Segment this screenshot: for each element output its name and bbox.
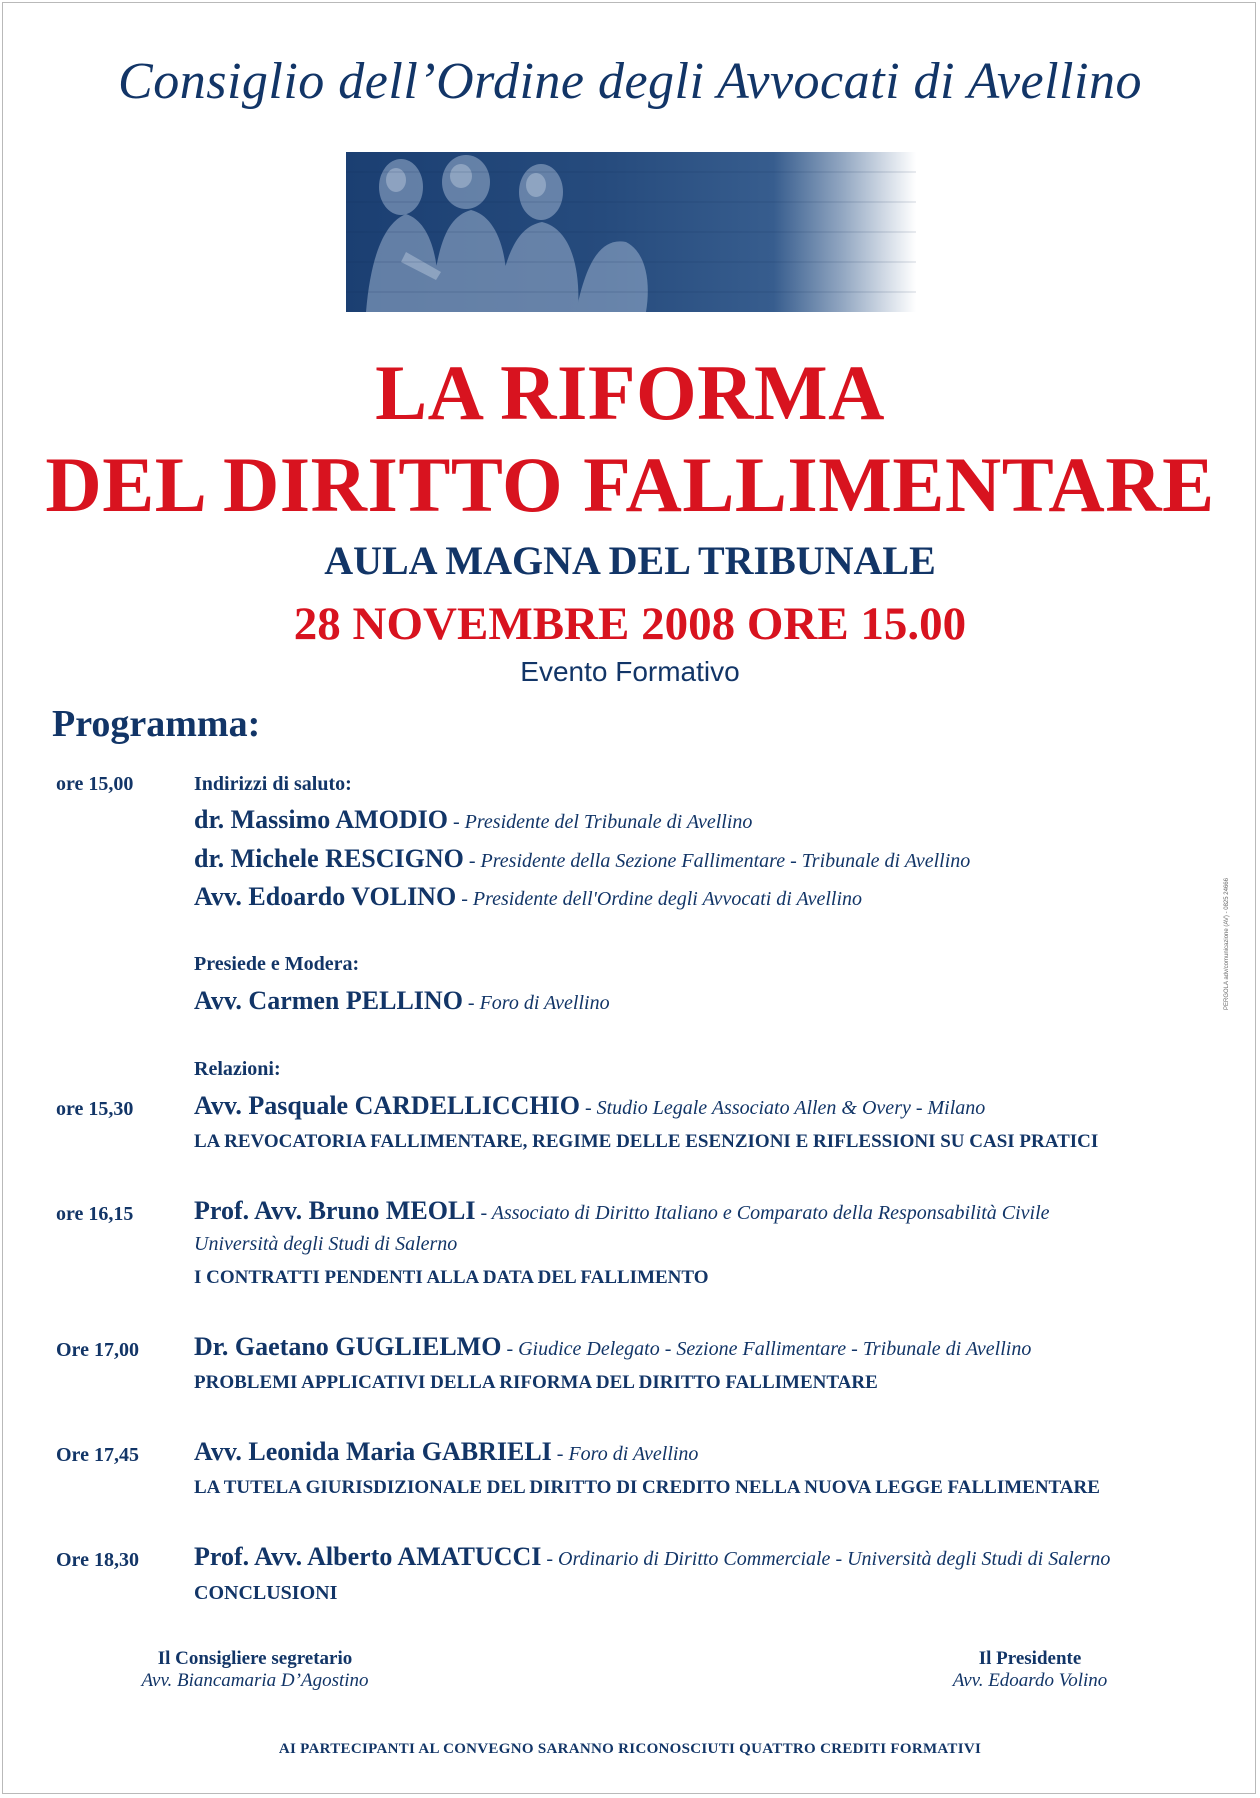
talk-time: ore 16,15 bbox=[56, 1203, 134, 1225]
talk-speaker-row bbox=[194, 1091, 985, 1121]
greetings-label: Indirizzi di saluto: bbox=[194, 773, 352, 795]
talk-speaker-row bbox=[194, 1542, 1110, 1572]
program-heading: Programma: bbox=[52, 703, 261, 745]
talk-topic: LA REVOCATORIA FALLIMENTARE, REGIME DELLE ESENZIONI E RIFLESSIONI SU CASI PRATICI bbox=[194, 1131, 1099, 1152]
speaker-role: - Presidente della Sezione Fallimentare - Tribunale di Avellino bbox=[463, 850, 971, 872]
talk-time: ore 15,30 bbox=[56, 1098, 134, 1120]
speaker-role: - Foro di Avellino bbox=[551, 1443, 699, 1465]
speaker-role: - Giudice Delegato - Sezione Fallimentare - Tribunale di Avellino bbox=[501, 1338, 1032, 1360]
greeting-speaker-row bbox=[194, 805, 752, 835]
speaker-role: - Studio Legale Associato Allen & Overy - Milano bbox=[579, 1097, 986, 1119]
talk-speaker-row bbox=[194, 1437, 698, 1467]
speaker-name: dr. Michele RESCIGNO bbox=[194, 844, 464, 873]
signature-secretary bbox=[110, 1648, 400, 1692]
greetings-time: ore 15,00 bbox=[56, 773, 134, 795]
event-date: 28 NOVEMBRE 2008 ORE 15.00 bbox=[293, 598, 967, 650]
talk-speaker-row bbox=[194, 1196, 1050, 1226]
speaker-role: - Presidente del Tribunale di Avellino bbox=[448, 811, 753, 833]
speaker-role: - Presidente dell'Ordine degli Avvocati di Avellino bbox=[456, 888, 863, 910]
speaker-name: Avv. Leonida Maria GABRIELI bbox=[194, 1437, 552, 1466]
speaker-name: Prof. Avv. Bruno MEOLI bbox=[194, 1196, 476, 1225]
speaker-name: Avv. Pasquale CARDELLICCHIO bbox=[194, 1091, 580, 1120]
speaker-name: Prof. Avv. Alberto AMATUCCI bbox=[194, 1542, 542, 1571]
main-title-line-2: DEL DIRITTO FALLIMENTARE bbox=[45, 441, 1215, 528]
banner-relief-image bbox=[346, 152, 916, 312]
talks-label: Relazioni: bbox=[194, 1058, 281, 1080]
speaker-name: Avv. Edoardo VOLINO bbox=[194, 882, 457, 911]
moderator-row bbox=[194, 986, 610, 1016]
print-credit: PERGOLA adv/comunicazione (AV) - 0825 24666 bbox=[1224, 878, 1230, 1010]
signature-title: Il Consigliere segretario bbox=[157, 1648, 353, 1669]
signature-president bbox=[900, 1648, 1160, 1692]
signature-name: Avv. Biancamaria D’Agostino bbox=[141, 1670, 369, 1691]
speaker-name: Avv. Carmen PELLINO bbox=[194, 986, 463, 1015]
speaker-role: - Ordinario di Diritto Commerciale - Università degli Studi di Salerno bbox=[541, 1548, 1111, 1570]
talk-speaker-row bbox=[194, 1332, 1031, 1362]
talk-topic: LA TUTELA GIURISDIZIONALE DEL DIRITTO DI CREDITO NELLA NUOVA LEGGE FALLIMENTARE bbox=[194, 1477, 1100, 1498]
speaker-name: Dr. Gaetano GUGLIELMO bbox=[194, 1332, 502, 1361]
talk-topic: CONCLUSIONI bbox=[194, 1582, 338, 1604]
talk-topic: I CONTRATTI PENDENTI ALLA DATA DEL FALLIMENTO bbox=[194, 1267, 709, 1288]
moderator-label: Presiede e Modera: bbox=[194, 953, 360, 975]
signature-name: Avv. Edoardo Volino bbox=[952, 1670, 1108, 1691]
banner-relief-figures bbox=[346, 152, 916, 312]
talk-time: Ore 17,45 bbox=[56, 1444, 139, 1466]
speaker-role: - Associato di Diritto Italiano e Comparato della Responsabilità Civile bbox=[475, 1202, 1050, 1224]
greeting-speaker-row bbox=[194, 844, 970, 874]
talk-time: Ore 17,00 bbox=[56, 1339, 139, 1361]
credits-note: AI PARTECIPANTI AL CONVEGNO SARANNO RICONOSCIUTI QUATTRO CREDITI FORMATIVI bbox=[278, 1741, 982, 1757]
talk-topic: PROBLEMI APPLICATIVI DELLA RIFORMA DEL DIRITTO FALLIMENTARE bbox=[194, 1372, 878, 1393]
speaker-role: - Foro di Avellino bbox=[462, 992, 610, 1014]
event-type: Evento Formativo bbox=[520, 656, 740, 687]
speaker-name: dr. Massimo AMODIO bbox=[194, 805, 448, 834]
signature-title: Il Presidente bbox=[978, 1648, 1082, 1669]
venue: AULA MAGNA DEL TRIBUNALE bbox=[324, 538, 936, 583]
talk-time: Ore 18,30 bbox=[56, 1549, 139, 1571]
greeting-speaker-row bbox=[194, 882, 862, 912]
main-title-line-1: LA RIFORMA bbox=[375, 349, 885, 436]
speaker-affiliation: Università degli Studi di Salerno bbox=[194, 1233, 458, 1255]
header-title: Consiglio dell’Ordine degli Avvocati di Avellino bbox=[118, 53, 1142, 110]
